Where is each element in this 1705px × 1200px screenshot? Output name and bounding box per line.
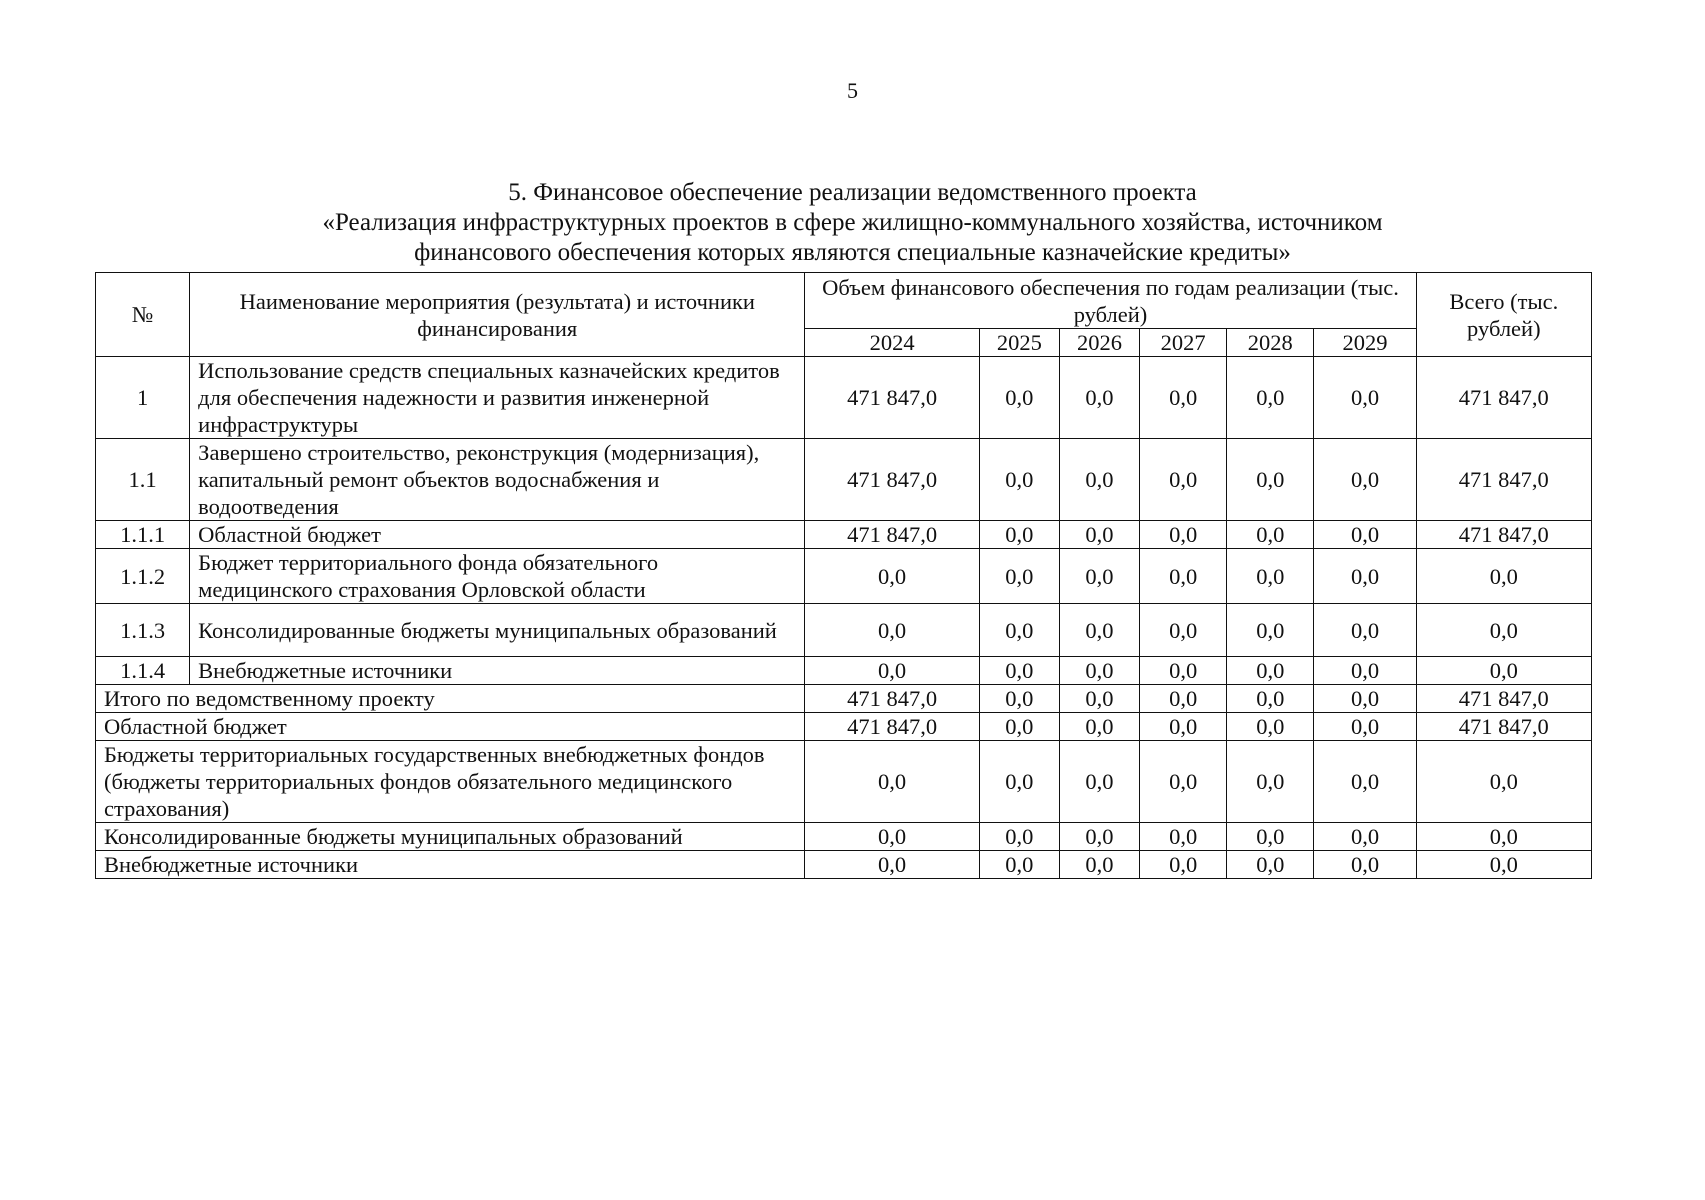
value-cell: 0,0 (1140, 685, 1227, 713)
value-cell: 0,0 (1314, 521, 1416, 549)
value-cell: 0,0 (1314, 685, 1416, 713)
value-cell: 0,0 (1059, 823, 1139, 851)
value-cell: 0,0 (1140, 657, 1227, 685)
value-cell: 0,0 (1140, 549, 1227, 604)
row-name: Областной бюджет (190, 521, 805, 549)
row-name: Завершено строительство, реконструкция (модернизация), капитальный ремонт объектов водоснабжения и водоотведения (190, 439, 805, 521)
value-cell: 0,0 (1314, 657, 1416, 685)
summary-row (96, 823, 1592, 851)
row-name: Использование средств специальных казначейских кредитов для обеспечения надежности и развития инженерной инфраструктуры (190, 357, 805, 439)
summary-row (96, 713, 1592, 741)
total-cell: 0,0 (1416, 549, 1591, 604)
value-cell: 0,0 (1059, 657, 1139, 685)
value-cell: 471 847,0 (805, 521, 979, 549)
table-row (96, 657, 1592, 685)
value-cell: 0,0 (1227, 357, 1314, 439)
row-name: Консолидированные бюджеты муниципальных образований (190, 604, 805, 657)
value-cell: 0,0 (1227, 657, 1314, 685)
value-cell: 0,0 (1314, 439, 1416, 521)
summary-name: Областной бюджет (96, 713, 805, 741)
value-cell: 0,0 (1059, 521, 1139, 549)
value-cell: 0,0 (1314, 604, 1416, 657)
header-name: Наименование мероприятия (результата) и источники финансирования (190, 273, 805, 357)
document-heading (0, 178, 1705, 268)
value-cell: 0,0 (805, 549, 979, 604)
value-cell: 0,0 (1059, 549, 1139, 604)
summary-row (96, 851, 1592, 879)
value-cell: 0,0 (1059, 851, 1139, 879)
value-cell: 0,0 (1140, 521, 1227, 549)
total-cell: 471 847,0 (1416, 685, 1591, 713)
value-cell: 0,0 (1140, 851, 1227, 879)
value-cell: 0,0 (979, 685, 1059, 713)
value-cell: 0,0 (1314, 357, 1416, 439)
header-year: 2029 (1314, 329, 1416, 357)
header-number: № (96, 273, 190, 357)
value-cell: 0,0 (1314, 851, 1416, 879)
value-cell: 0,0 (1059, 685, 1139, 713)
value-cell: 471 847,0 (805, 439, 979, 521)
row-number: 1.1.4 (96, 657, 190, 685)
table-row (96, 604, 1592, 657)
table-row (96, 357, 1592, 439)
total-cell: 0,0 (1416, 851, 1591, 879)
table-row (96, 439, 1592, 521)
value-cell: 0,0 (979, 851, 1059, 879)
summary-name: Консолидированные бюджеты муниципальных образований (96, 823, 805, 851)
value-cell: 0,0 (979, 357, 1059, 439)
row-number: 1.1.3 (96, 604, 190, 657)
header-year: 2026 (1059, 329, 1139, 357)
value-cell: 0,0 (979, 741, 1059, 823)
row-number: 1 (96, 357, 190, 439)
summary-row (96, 741, 1592, 823)
total-cell: 471 847,0 (1416, 357, 1591, 439)
value-cell: 0,0 (1314, 549, 1416, 604)
total-cell: 0,0 (1416, 657, 1591, 685)
value-cell: 0,0 (1227, 604, 1314, 657)
table-row (96, 549, 1592, 604)
value-cell: 0,0 (979, 521, 1059, 549)
heading-line-1: 5. Финансовое обеспечение реализации ведомственного проекта (508, 179, 1197, 206)
total-cell: 471 847,0 (1416, 521, 1591, 549)
value-cell: 0,0 (805, 657, 979, 685)
value-cell: 0,0 (1314, 741, 1416, 823)
summary-name: Бюджеты территориальных государственных внебюджетных фондов (бюджеты территориальных фондов обязательного медицинского страхования) (96, 741, 805, 823)
value-cell: 0,0 (1140, 741, 1227, 823)
value-cell: 0,0 (1059, 357, 1139, 439)
value-cell: 0,0 (979, 657, 1059, 685)
total-cell: 0,0 (1416, 741, 1591, 823)
value-cell: 0,0 (805, 741, 979, 823)
value-cell: 0,0 (1314, 713, 1416, 741)
header-year: 2027 (1140, 329, 1227, 357)
row-name: Бюджет территориального фонда обязательного медицинского страхования Орловской области (190, 549, 805, 604)
row-number: 1.1 (96, 439, 190, 521)
value-cell: 0,0 (1140, 439, 1227, 521)
value-cell: 0,0 (979, 439, 1059, 521)
value-cell: 0,0 (1059, 439, 1139, 521)
value-cell: 0,0 (1227, 741, 1314, 823)
heading-line-3: финансового обеспечения которых являются специальные казначейские кредиты» (414, 239, 1291, 266)
financing-table (95, 272, 1592, 879)
row-number: 1.1.2 (96, 549, 190, 604)
page-number: 5 (847, 78, 858, 103)
value-cell: 0,0 (1140, 823, 1227, 851)
row-name: Внебюджетные источники (190, 657, 805, 685)
value-cell: 471 847,0 (805, 713, 979, 741)
value-cell: 0,0 (1227, 685, 1314, 713)
header-total: Всего (тыс. рублей) (1416, 273, 1591, 357)
value-cell: 0,0 (1059, 741, 1139, 823)
value-cell: 0,0 (1314, 823, 1416, 851)
header-year: 2024 (805, 329, 979, 357)
summary-name: Внебюджетные источники (96, 851, 805, 879)
header-year: 2028 (1227, 329, 1314, 357)
value-cell: 0,0 (805, 851, 979, 879)
value-cell: 0,0 (1227, 713, 1314, 741)
value-cell: 0,0 (1227, 439, 1314, 521)
header-volume: Объем финансового обеспечения по годам реализации (тыс. рублей) (805, 273, 1416, 329)
table-row (96, 521, 1592, 549)
value-cell: 471 847,0 (805, 685, 979, 713)
row-number: 1.1.1 (96, 521, 190, 549)
value-cell: 0,0 (1227, 549, 1314, 604)
value-cell: 0,0 (1227, 851, 1314, 879)
header-year: 2025 (979, 329, 1059, 357)
value-cell: 0,0 (1059, 713, 1139, 741)
value-cell: 0,0 (805, 823, 979, 851)
total-cell: 471 847,0 (1416, 713, 1591, 741)
value-cell: 0,0 (1227, 823, 1314, 851)
value-cell: 0,0 (979, 549, 1059, 604)
total-cell: 0,0 (1416, 823, 1591, 851)
value-cell: 0,0 (1059, 604, 1139, 657)
summary-name: Итого по ведомственному проекту (96, 685, 805, 713)
value-cell: 0,0 (979, 604, 1059, 657)
summary-row (96, 685, 1592, 713)
value-cell: 0,0 (1140, 604, 1227, 657)
total-cell: 0,0 (1416, 604, 1591, 657)
value-cell: 0,0 (1140, 713, 1227, 741)
value-cell: 0,0 (805, 604, 979, 657)
value-cell: 0,0 (1140, 357, 1227, 439)
value-cell: 0,0 (1227, 521, 1314, 549)
value-cell: 471 847,0 (805, 357, 979, 439)
heading-line-2: «Реализация инфраструктурных проектов в сфере жилищно-коммунального хозяйства, источником (322, 209, 1383, 236)
value-cell: 0,0 (979, 823, 1059, 851)
total-cell: 471 847,0 (1416, 439, 1591, 521)
value-cell: 0,0 (979, 713, 1059, 741)
